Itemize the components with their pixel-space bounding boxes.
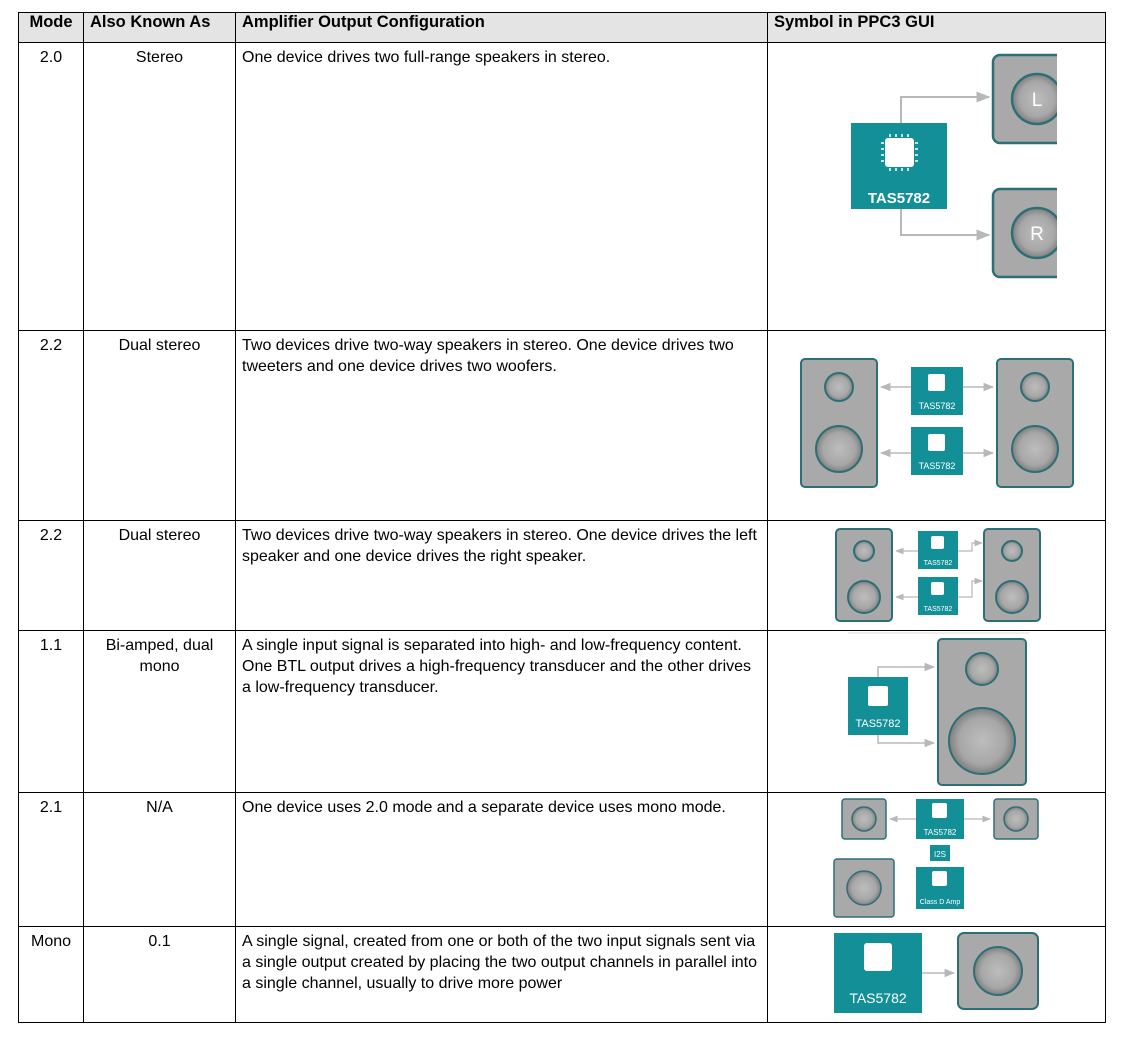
config-cell: Two devices drive two-way speakers in stereo. One device drives two tweeters and one device drives two woofers. — [236, 331, 768, 521]
aka-cell: Dual stereo — [84, 521, 236, 631]
two-way-speaker-icon — [984, 529, 1040, 621]
speaker-icon — [842, 799, 886, 839]
mode-cell: 2.0 — [19, 43, 84, 331]
two-way-speaker-icon — [938, 639, 1026, 785]
subwoofer-icon — [834, 859, 894, 917]
chip-icon — [851, 123, 947, 209]
dual-stereo-left-right-symbol — [832, 521, 1042, 627]
speaker-icon — [994, 799, 1038, 839]
symbol-cell — [768, 927, 1106, 1023]
header-configuration: Amplifier Output Configuration — [236, 13, 768, 43]
stereo-symbol — [817, 43, 1057, 283]
chip-icon — [848, 677, 908, 735]
i2s-label: I2S — [933, 850, 946, 859]
chip-label: TAS5782 — [923, 560, 952, 567]
aka-cell: Bi-amped, dual mono — [84, 631, 236, 793]
table-row — [19, 331, 1106, 521]
symbol-cell — [768, 43, 1106, 331]
dual-stereo-tweeter-woofer-symbol — [797, 331, 1077, 519]
speaker-left-icon — [993, 55, 1057, 143]
bi-amped-symbol — [842, 631, 1032, 789]
speaker-label-right: R — [1029, 224, 1044, 245]
mode-cell: Mono — [19, 927, 84, 1023]
header-also-known-as: Also Known As — [84, 13, 236, 43]
table-row — [19, 43, 1106, 331]
chip-label: TAS5782 — [918, 461, 955, 471]
config-cell: A single input signal is separated into high- and low-frequency content. One BTL output drives a high-frequency transducer and the other drives a low-frequency transducer. — [236, 631, 768, 793]
mode-2-1-symbol — [832, 793, 1042, 923]
chip-label: TAS5782 — [918, 401, 955, 411]
table-row — [19, 521, 1106, 631]
mode-cell: 1.1 — [19, 631, 84, 793]
table-row — [19, 631, 1106, 793]
config-cell: A single signal, created from one or both of the two input signals sent via a single output created by placing the two output channels in parallel into a single channel, usually to drive more power — [236, 927, 768, 1023]
mode-cell: 2.2 — [19, 521, 84, 631]
chip-label: TAS5782 — [854, 718, 901, 730]
speaker-label-left: L — [1031, 90, 1042, 111]
config-cell: One device uses 2.0 mode and a separate device uses mono mode. — [236, 793, 768, 927]
chip-icon — [918, 531, 958, 569]
chip-label: TAS5782 — [923, 606, 952, 613]
mode-cell: 2.2 — [19, 331, 84, 521]
mono-symbol — [832, 927, 1042, 1019]
chip-icon — [911, 367, 963, 415]
chip-icon — [911, 427, 963, 475]
symbol-cell — [768, 631, 1106, 793]
two-way-speaker-icon — [836, 529, 892, 621]
mode-cell: 2.1 — [19, 793, 84, 927]
modes-table — [18, 12, 1106, 1023]
config-cell: Two devices drive two-way speakers in stereo. One device drives the left speaker and one device drives the right speaker. — [236, 521, 768, 631]
chip-icon — [916, 867, 964, 909]
table-row — [19, 927, 1106, 1023]
table-row — [19, 793, 1106, 927]
two-way-speaker-icon — [997, 359, 1073, 487]
chip-icon — [834, 933, 922, 1013]
two-way-speaker-icon — [801, 359, 877, 487]
header-symbol: Symbol in PPC3 GUI — [768, 13, 1106, 43]
speaker-icon — [958, 933, 1038, 1009]
chip-label: Class D Amp — [919, 899, 960, 906]
aka-cell: N/A — [84, 793, 236, 927]
chip-icon — [918, 577, 958, 615]
aka-cell: 0.1 — [84, 927, 236, 1023]
aka-cell: Stereo — [84, 43, 236, 331]
header-mode: Mode — [19, 13, 84, 43]
chip-icon — [916, 799, 964, 839]
chip-label: TAS5782 — [848, 990, 907, 1006]
symbol-cell — [768, 331, 1106, 521]
aka-cell: Dual stereo — [84, 331, 236, 521]
chip-label: TAS5782 — [923, 828, 956, 837]
speaker-right-icon — [993, 189, 1057, 277]
chip-label: TAS5782 — [867, 190, 930, 207]
config-cell: One device drives two full-range speakers in stereo. — [236, 43, 768, 331]
symbol-cell — [768, 793, 1106, 927]
header-row — [19, 13, 1106, 43]
symbol-cell — [768, 521, 1106, 631]
i2s-link-badge — [930, 845, 950, 861]
